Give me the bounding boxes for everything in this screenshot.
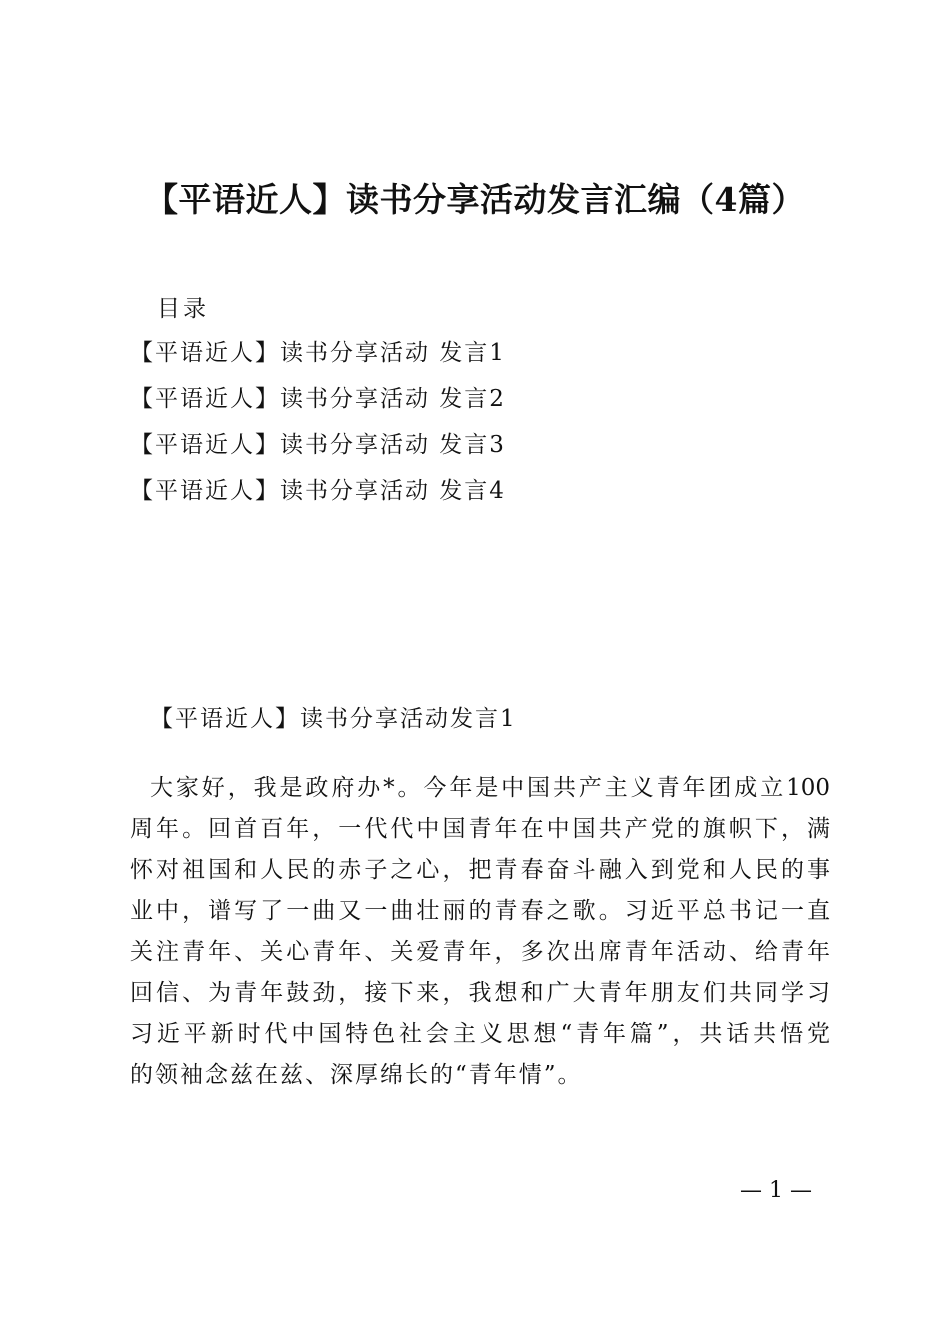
paragraph-line: 习近平新时代中国特色社会主义思想“青年篇”，共话共悟党 (130, 1021, 830, 1047)
section-heading: 【平语近人】读书分享活动发言1 (150, 706, 517, 732)
toc-heading: 目录 (157, 296, 209, 322)
paragraph-line: 怀对祖国和人民的赤子之心，把青春奋斗融入到党和人民的事 (130, 857, 830, 883)
paragraph-line: 大家好，我是政府办*。今年是中国共产主义青年团成立100 (150, 775, 830, 801)
toc-item[interactable]: 【平语近人】读书分享活动 发言3 (130, 432, 506, 458)
table-of-contents (130, 337, 506, 521)
paragraph-line: 周年。回首百年，一代代中国青年在中国共产党的旗帜下，满 (130, 816, 830, 842)
paragraph-line: 关注青年、关心青年、关爱青年，多次出席青年活动、给青年 (130, 939, 830, 965)
paragraph-line: 的领袖念兹在兹、深厚绵长的“青年情”。 (130, 1062, 583, 1088)
page-number: — 1 — (740, 1178, 812, 1203)
document-title: 【平语近人】读书分享活动发言汇编（4篇） (145, 180, 805, 219)
paragraph-line: 业中，谱写了一曲又一曲壮丽的青春之歌。习近平总书记一直 (130, 898, 830, 924)
paragraph-line: 回信、为青年鼓劲，接下来，我想和广大青年朋友们共同学习 (130, 980, 830, 1006)
toc-item[interactable]: 【平语近人】读书分享活动 发言2 (130, 386, 506, 412)
toc-item[interactable]: 【平语近人】读书分享活动 发言1 (130, 340, 506, 366)
toc-item[interactable]: 【平语近人】读书分享活动 发言4 (130, 478, 506, 504)
body-paragraph (130, 768, 830, 1096)
